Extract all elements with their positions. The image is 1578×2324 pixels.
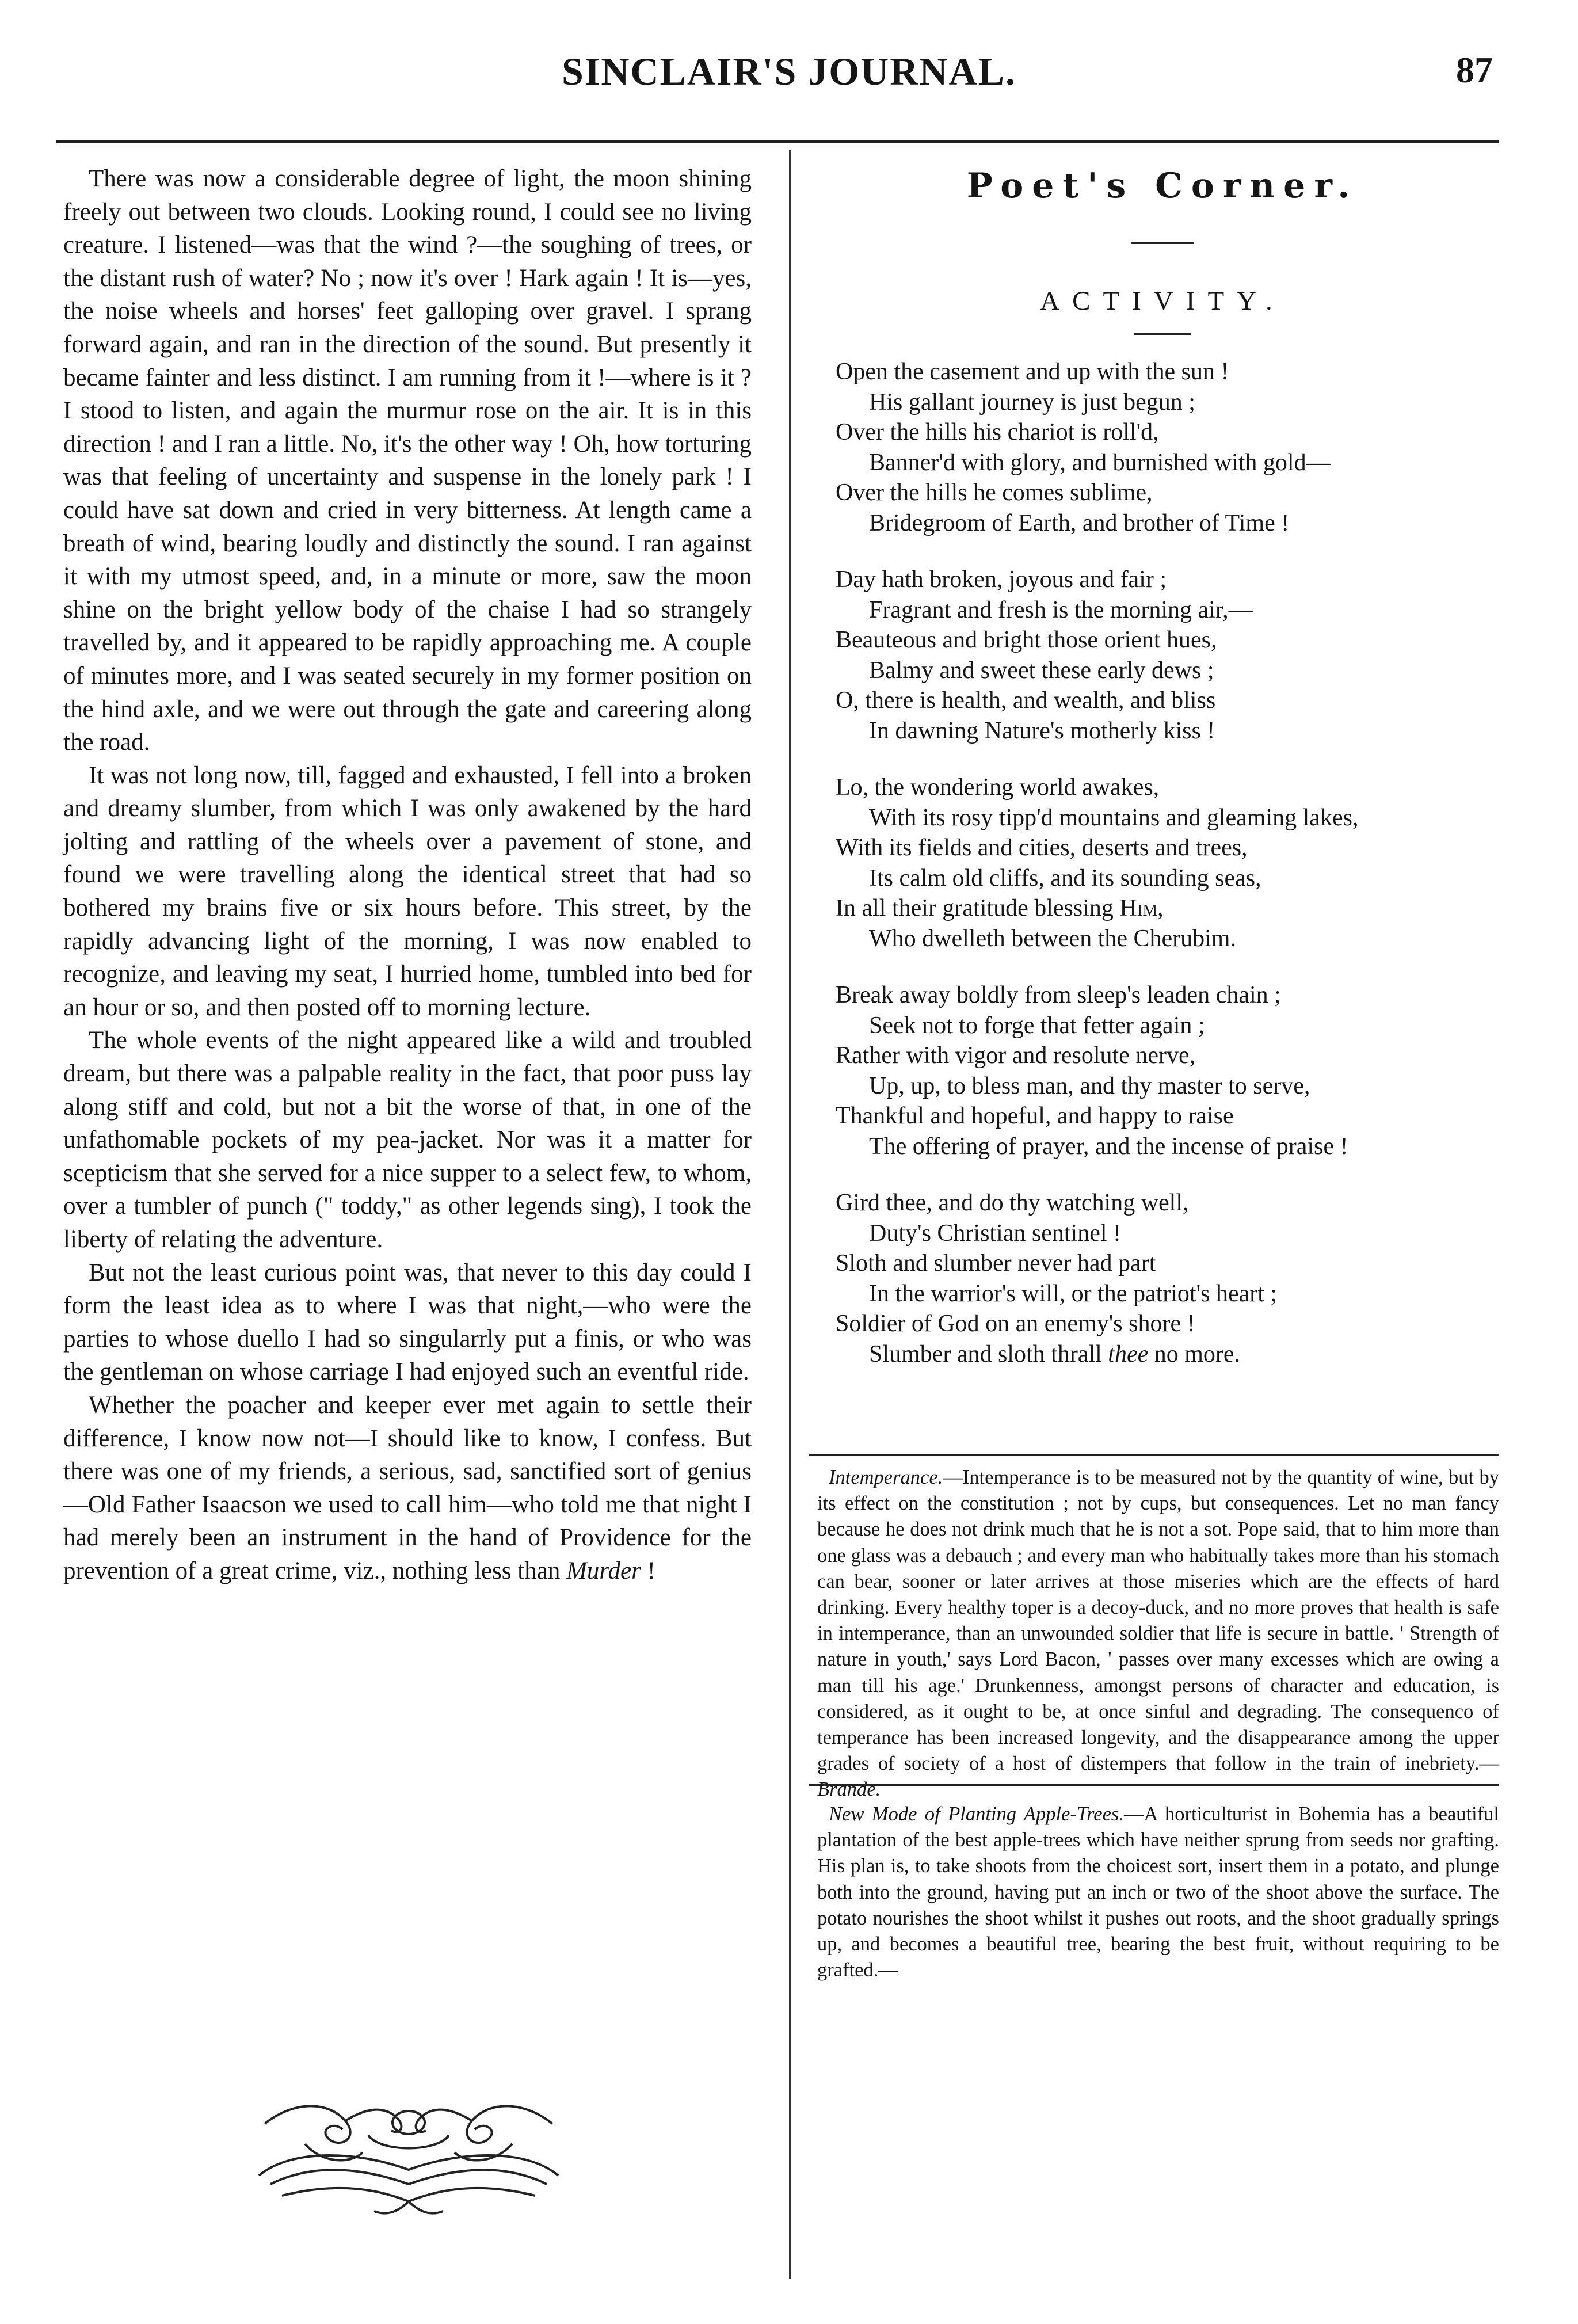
poem-line: Fragrant and fresh is the morning air,—	[869, 596, 1253, 623]
closing-punct: !	[641, 1557, 655, 1584]
poem-line: O, there is health, and wealth, and bliss	[836, 687, 1216, 714]
poem-line-tail: no more.	[1148, 1340, 1241, 1367]
story-paragraph-5	[63, 1389, 752, 1588]
poem-line: Over the hills he comes sublime,	[836, 479, 1153, 506]
poem-line: Over the hills his chariot is roll'd,	[836, 419, 1159, 445]
poem-title-rule	[1134, 333, 1191, 335]
stanza-5	[836, 1188, 1508, 1369]
poets-corner-heading: Poet's Corner.	[966, 166, 1359, 206]
apple-trees-heading: New Mode of Planting Apple-Trees.	[829, 1803, 1124, 1825]
page-number: 87	[1456, 49, 1493, 90]
poem-line: Lo, the wondering world awakes,	[836, 774, 1160, 801]
poem-line: Up, up, to bless man, and thy master to serve,	[869, 1072, 1310, 1099]
poem-line	[836, 1339, 1508, 1370]
story-paragraph-3: The whole events of the night appeared like a wild and troubled dream, but there was a palpable reality in the fact, that poor puss lay along stiff and cold, but not a bit the worse of that, in one of the unfathomable pockets of my pea-jacket. Nor was it a matter for scepticism that she served for a nice supper to a select few, to whom, over a tumbler of punch (" toddy," as other legends sing), I took the liberty of relating the adventure.	[63, 1027, 752, 1253]
story-column	[63, 162, 752, 1588]
poem-line: Gird thee, and do thy watching well,	[836, 1190, 1189, 1216]
poem-line: His gallant journey is just begun ;	[869, 388, 1195, 416]
poets-corner-column	[817, 162, 1508, 1396]
poem-line	[836, 893, 1508, 924]
running-header	[0, 49, 1578, 101]
story-paragraph-2: It was not long now, till, fagged and exhausted, I fell into a broken and dreamy slumber, from which I was only awakened by the hard jolting and rattling of the wheels over a pavement of stone, and found we were travelling along the identical street that had so bothered my brains five or six hours before. This street, by the rapidly advancing light of the morning, I was now enabled to recognize, and leaving my seat, I hurried home, tumbled into bed for an hour or so, and then posted off to morning lecture.	[63, 761, 752, 1021]
poem-line: The offering of prayer, and the incense of praise !	[869, 1133, 1348, 1160]
poem-title: ACTIVITY.	[1040, 286, 1285, 316]
poem-line: Thankful and hopeful, and happy to raise	[836, 1103, 1234, 1129]
intemperance-credit: Brande.	[817, 1778, 881, 1801]
stanza-1	[836, 357, 1508, 538]
poem-line: In dawning Nature's motherly kiss !	[869, 717, 1215, 744]
poem-line: Break away boldly from sleep's leaden chain ;	[836, 982, 1281, 1008]
second-notes-rule	[809, 1784, 1499, 1786]
closing-word: Murder	[566, 1557, 641, 1584]
intemperance-body: —Intemperance is to be measured not by the quantity of wine, but by its effect on the constitution ; not by cups, but consequences. Let no man fancy because he does not drink much that he is not a sot. Pope said, that to him more than one glass was a debauch ; and every man who habitually takes more than his stomach can bear, sooner or later arrives at those miseries which are the effects of hard drinking. Every healthy toper is a decoy-duck, and no more proves that health is safe in intemperance, than an unwounded soldier that life is secure in battle. ' Strength of nature in youth,' says Lord Bacon, ' passes over many excesses which are owing a man till his age.' Drunkenness, amongst persons of character and education, is considered, as it ought to be, at once sinful and degrading. The consequenco of temperance has been increased longevity, and the disappearance among the upper grades of society of a host of distempers that follow in the train of inebriety.—	[817, 1466, 1499, 1775]
poem-line: Soldier of God on an enemy's shore !	[836, 1310, 1195, 1337]
poem-line: Open the casement and up with the sun !	[836, 359, 1229, 385]
poem-line: Balmy and sweet these early dews ;	[869, 657, 1214, 684]
story-paragraph-5-text: Whether the poacher and keeper ever met again to settle their difference, I know now not—I should like to know, I confess. But there was one of my friends, a serious, sad, sanctified sort of genius—Old Father Isaacson we used to call him—who told me that night I had merely been an instrument in the hand of Providence for the prevention of a great crime, viz., nothing less than	[63, 1391, 752, 1584]
intemperance-note	[817, 1465, 1499, 1803]
poem-line: Who dwelleth between the Cherubim.	[869, 925, 1236, 952]
him-word: Him,	[1119, 895, 1164, 921]
apple-trees-note	[817, 1801, 1499, 1983]
poem-line: With its rosy tipp'd mountains and gleaming lakes,	[869, 804, 1359, 831]
poem-line-text: Slumber and sloth thrall	[869, 1340, 1102, 1367]
story-paragraph-4: But not the least curious point was, that never to this day could I form the least idea as to where I was that night,—who were the parties to whose duello I had so singularrly put a finis, or who was the gentleman on whose carriage I had enjoyed such an eventful ride.	[63, 1259, 752, 1386]
poem-line: Day hath broken, joyous and fair ;	[836, 566, 1167, 593]
poem-line: Duty's Christian sentinel !	[869, 1220, 1122, 1247]
heading-rule	[1131, 242, 1194, 244]
stanza-3	[836, 772, 1508, 954]
story-paragraph-1: There was now a considerable degree of light, the moon shining freely out between two clouds. Looking round, I could see no living creature. I listened—was that the wind ?—the soughing of trees, or the distant rush of water? No ; now it's over ! Hark again ! It is—yes, the noise wheels and horses' feet galloping over gravel. I sprang forward again, and ran in the direction of the sound. But presently it became fainter and less distinct. I am running from it !—where is it ? I stood to listen, and again the murmur rose on the air. It is in this direction ! and I ran a little. No, it's the other way ! Oh, how torturing was that feeling of uncertainty and suspense in the lonely park ! I could have sat down and cried in very bitterness. At length came a breath of wind, bearing loudly and distinctly the sound. I ran against it with my utmost speed, and, in a minute or more, saw the moon shine on the bright yellow body of the chaise I had so strangely travelled by, and it appeared to be rapidly approaching me. A couple of minutes more, and I was seated securely in my former position on the hind axle, and we were out through the gate and careering along the road.	[63, 165, 752, 756]
apple-trees-body: —A horticulturist in Bohemia has a beautiful plantation of the best apple-trees which have neither sprung from seeds nor grafting. His plan is, to take shoots from the choicest sort, insert them in a potato, and plunge both into the ground, having put an inch or two of the shoot above the surface. The potato nourishes the shoot whilst it pushes out roots, and the shoot gradually springs up, and becomes a beautiful tree, bearing the best fruit, without requiring to be grafted.—	[817, 1803, 1499, 1982]
poem-line: With its fields and cities, deserts and trees,	[836, 835, 1248, 861]
column-divider	[789, 150, 791, 2279]
flourish-ornament-icon	[247, 2089, 570, 2222]
stanza-4	[836, 980, 1508, 1161]
thee-word: thee	[1108, 1340, 1149, 1367]
stanza-2	[836, 565, 1508, 746]
poem-line-text: In all their gratitude blessing	[836, 895, 1114, 921]
intemperance-heading: Intemperance.	[829, 1466, 943, 1488]
poem-line: Rather with vigor and resolute nerve,	[836, 1042, 1196, 1069]
poem-line: Bridegroom of Earth, and brother of Time !	[869, 509, 1290, 536]
poem-line: Sloth and slumber never had part	[836, 1250, 1156, 1277]
poem-line: Its calm old cliffs, and its sounding seas,	[869, 864, 1261, 891]
notes-rule	[809, 1454, 1499, 1456]
poem-line: Banner'd with glory, and burnished with gold—	[869, 449, 1331, 476]
header-rule	[56, 140, 1499, 143]
journal-title: SINCLAIR'S JOURNAL.	[562, 49, 1016, 93]
poem-line: Seek not to forge that fetter again ;	[869, 1012, 1205, 1039]
poem-line: In the warrior's will, or the patriot's heart ;	[869, 1280, 1278, 1307]
poem-line: Beauteous and bright those orient hues,	[836, 627, 1217, 653]
